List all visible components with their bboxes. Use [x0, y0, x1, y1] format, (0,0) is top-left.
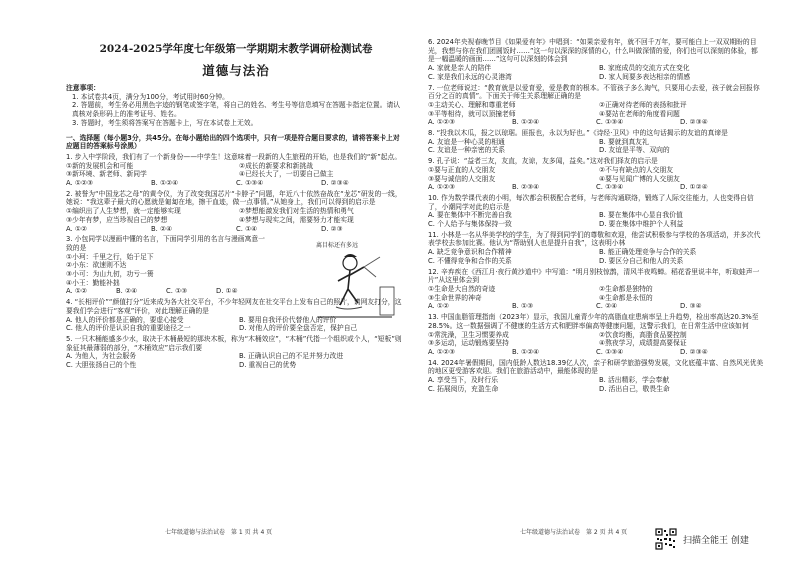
choice: B. 要用自我评价代替他人的评价: [239, 315, 337, 324]
choice: A. 家就是亲人的陪伴: [428, 64, 492, 73]
choice: C. 拓展阅历，充盈生命: [428, 384, 499, 393]
choice: D. 要在集体中维护个人利益: [599, 220, 684, 229]
question-stem: 7. 一位老师说过：“教育就是以爱育爱，爱是教育的根本。不管孩子多么淘气，只要用心去爱，孩子就会回报你百分之百的真情”。下面关于师生关系理解正确的是: [428, 83, 760, 101]
statement: ③少年有梦，应当珍视自己的梦想: [66, 215, 168, 224]
notice-item: 2. 答题前，考生务必用黑色字迹的钢笔或签字笔，将自己的姓名、考生号等信息填写在答题卡指定位置。请认真核对条形码上的准考证号、姓名。: [72, 101, 401, 119]
question: [428, 359, 764, 394]
answer-choices: [428, 118, 764, 127]
question-stem: 14. 2024年暑假期间，国内低龄人数达18.39亿人次，亲子和研学旅游强势发展，文化底蕴丰富、自然风光优美的地区更受游客欢迎。我们在旅游活动中，最能体现的是: [428, 358, 764, 376]
choice: D. ②③④: [680, 347, 708, 356]
choice: A. 友谊是一种心灵的相通: [428, 137, 505, 146]
question: [428, 157, 764, 192]
choice: C. ①③④: [596, 347, 624, 356]
answer-choices: [428, 211, 764, 228]
choice: C. 家是我们永远的心灵港湾: [428, 72, 512, 81]
choice: B. ①②④: [151, 179, 179, 188]
choice: A. 享受当下，及时行乐: [428, 376, 499, 385]
page-footer-left: 七年级道德与法治试卷 第 1 页 共 4 页: [165, 529, 273, 536]
statement: ④小王：勤能补拙: [66, 278, 120, 287]
statement: ②梦想能激发我们对生活的热情和勇气: [239, 207, 354, 216]
choice: C. 大胆张扬自己的个性: [66, 361, 137, 370]
statement: ①主动关心、理解和尊重老师: [428, 100, 516, 109]
choice: D. ②③④: [321, 179, 349, 188]
statement: ③新环境、新老师、新同学: [66, 170, 147, 179]
section-heading: 一、选择题（每小题3分，共45分。在每小题给出的四个选项中，只有一项是符合题目要求的，请将答案卡上对应题目的答案标号涂黑）: [66, 133, 400, 151]
answer-choices: [428, 348, 764, 357]
choice: A. 要在集体中不断完善自我: [428, 211, 512, 220]
choice: B. ②③④: [512, 183, 540, 192]
statement: ④已经长大了，一切要自己做主: [239, 170, 334, 179]
statement: ②成长的新要求和新挑战: [239, 161, 314, 170]
statement: ②不与有缺点的人交朋友: [599, 165, 674, 174]
choice: A. ①②: [66, 224, 88, 233]
statement: ①要与正直的人交朋友: [428, 165, 496, 174]
statement: ②正确对待老师的表扬和批评: [599, 100, 687, 109]
question: [66, 235, 406, 296]
choice: A. 缺乏竞争意识和合作精神: [428, 248, 512, 257]
answer-choices: [428, 376, 764, 393]
answer-choices: [66, 287, 266, 296]
choice: A. ①②③: [428, 347, 456, 356]
cartoon-sketch: [310, 237, 400, 323]
question: [428, 194, 764, 229]
choice: B. ①②④: [512, 118, 540, 127]
choice: D. ①④: [216, 287, 238, 296]
choice: B. 能正确处理竞争与合作的关系: [599, 248, 697, 257]
question-stem: 1. 步入中学阶段，我们有了一个新身份——中学生！这意味着一段新的人生旅程的开始，也是我们的“新”起点。: [66, 152, 402, 161]
choice: D. 活出自己，敬畏生命: [599, 384, 670, 393]
choice: D. 对他人的评价要全盘否定，保护自己: [239, 324, 358, 333]
statement: ②小东：欲速则不达: [66, 261, 127, 270]
choice: B. 活出精彩，学会奉献: [599, 376, 670, 385]
question-stem: 11. 小林是一名从华美学校的学生，为了得到同学们的尊敬和欢迎，他尝试积极参与学校的各项活动，并多次代表学校去参加比赛。他认为“帮助别人也是提升自我”，这表明小林: [428, 230, 761, 248]
statement: ①小珂：千里之行，始于足下: [66, 252, 154, 261]
statement-list: [66, 253, 266, 288]
statement: ①新的发展机会和可能: [66, 161, 134, 170]
choice: B. ①②④: [512, 347, 540, 356]
choice: A. ①②: [428, 302, 450, 311]
statement: ②生命都是独特的: [599, 284, 653, 293]
answer-choices: [428, 302, 764, 311]
statement-options: [428, 166, 764, 183]
statement: ③平等相待，就可以顶撞老师: [428, 109, 516, 118]
question: [66, 335, 406, 370]
statement: ④熬夜学习，成绩提高要保证: [599, 339, 687, 348]
question-stem: 8. “投我以木瓜，报之以琼琚。匪报也，永以为好也。”《诗经·卫风》中的这句话揭示的友谊的真谛是: [428, 129, 728, 138]
answer-choices: [428, 183, 764, 192]
choice: D. ①②④: [680, 183, 708, 192]
sketch-caption: 离目标还有多远: [316, 242, 359, 250]
choice: C. 不懂得竞争和合作的关系: [428, 256, 512, 265]
choice: C. ①③④: [596, 118, 624, 127]
choice: C. ①③④: [236, 179, 264, 188]
statement: ③生命世界的神奇: [428, 293, 482, 302]
choice: B. 要就到真友礼: [599, 137, 649, 146]
question: [66, 153, 406, 188]
statement: ③小可：为山九仞，功亏一篑: [66, 270, 154, 279]
choice: C. 他人的评价是认识自我的重要途径之一: [66, 324, 191, 333]
question-stem: 6. 2024年央视春晚节目《如果爱有年》中唱到：“如果亲爱有年，就不回千万年，要可能白上一双双期盼的目光，我想与你在我们团圆饭时……”这一句以深深的深情的心，什么叫做深情的爱，你们也可以深刻的体验，都是一幅温暖的画面……”这句可以深刻的体会到: [428, 38, 758, 64]
question: [66, 190, 406, 234]
choice: B. 家庭成员的交流方式在变化: [599, 64, 690, 73]
choice: D. 友谊是平等、双向的: [599, 146, 670, 155]
choice: A. ①②③: [428, 183, 456, 192]
choice: D. ③④: [680, 302, 702, 311]
question-stem: 2. 被誉为“中国龙芯之母”的黄令仪，为了改变我国芯片“卡脖子”问题，年近八十依然奋战在“龙芯”研发的一线，她说：“我这辈子最大的心愿就是匍匐在地，擦干血迹，做一点事情。”从她身上，我们可以得到的启示是: [66, 189, 402, 207]
left-column: [66, 36, 406, 524]
question-stem: 3. 小包同学以漫画中懂的名言，下面同学引用的名言与漫画寓意一致的是: [66, 235, 265, 252]
answer-choices: [66, 352, 406, 369]
answer-choices: [428, 248, 764, 265]
statement-options: [428, 331, 764, 348]
answer-choices: [428, 138, 764, 155]
statement: ④要站在老师的角度看问题: [599, 109, 680, 118]
choice: C. ①③④: [596, 183, 624, 192]
choice: C. ①④: [236, 224, 258, 233]
choice: B. ①③: [512, 302, 534, 311]
choice: B. 要在集体中心显自我价值: [599, 211, 683, 220]
right-column: [428, 36, 764, 524]
statement-options: [428, 101, 764, 118]
choice: B. ②④: [116, 287, 138, 296]
statement: ④生命都是永恒的: [599, 293, 653, 302]
question: [428, 84, 764, 128]
statement: ①常洗澡，卫生习惯要养成: [428, 330, 509, 339]
choice: D. 要区分自己和他人的关系: [599, 256, 684, 265]
choice: D. 重视自己的优势: [239, 361, 297, 370]
statement: ③要与诚信的人交朋友: [428, 174, 496, 183]
choice: B. 正确认识自己的不足并努力改进: [239, 352, 344, 361]
choice: D. 家人间要多表达相亲的情感: [599, 72, 691, 81]
page-footer-right: 七年级道德与法治试卷 第 2 页 共 4 页: [520, 529, 628, 536]
statement-options: [66, 207, 406, 224]
choice: C. ②④: [596, 302, 618, 311]
answer-choices: [66, 179, 406, 188]
qr-code-icon: [655, 528, 677, 550]
question-stem: 12. 辛弃疾在《西江月·夜行黄沙道中》中写道：“明月别枝惊鹊，清风半夜鸣蝉。稻花香里说丰年，听取蛙声一片”从这里体会到: [428, 267, 760, 285]
question: [428, 268, 764, 312]
question: [428, 38, 764, 82]
answer-choices: [66, 225, 406, 234]
scanner-badge: [655, 528, 749, 550]
statement: ②饮食均衡，高脂食品要控制: [599, 330, 687, 339]
notice-heading: 注意事项：: [66, 84, 100, 92]
choice: A. ①②③: [66, 179, 94, 188]
statement-options: [66, 162, 406, 179]
choice: C. 个人给予与集体保持一致: [428, 220, 512, 229]
scanner-label: 扫描全能王 创建: [683, 535, 749, 546]
choice: A. ①②③: [428, 118, 456, 127]
choice: D. ②③: [321, 224, 343, 233]
statement-options: [428, 285, 764, 302]
choice: A. ①②: [66, 287, 88, 296]
statement: ④梦想与现实之间，需要努力才能实现: [239, 215, 354, 224]
answer-choices: [428, 64, 764, 81]
question-stem: 5. 一只木桶能盛多少水，取决于木桶最短的那块木板，称为“木桶效应”，“木桶”代指一个组织或个人，“短板”则象征其最薄弱的部分，“木桶效应”启示我们要: [66, 334, 402, 352]
choice: A. 他人的评价都是正确的，要虚心接受: [66, 315, 184, 324]
statement: ①生命是大自然的奇迹: [428, 284, 496, 293]
notice-item: 1. 本试卷共4页，满分为100分，考试用时60分钟。: [72, 92, 229, 101]
exam-title: 2024-2025学年度七年级第一学期期末教学调研检测试卷: [99, 43, 373, 55]
question: [428, 231, 764, 266]
question: [428, 129, 764, 155]
statement: ④要与见闻广博的人交朋友: [599, 174, 680, 183]
question-stem: 13. 中国血脂管理指南（2023年）显示，我国儿童青少年的高脂血症患病率呈上升趋势，检出率高达20.3%至28.5%。这一数据强调了不健康的生活方式和肥胖率偏高等健康问题，这警示我们，在日常生活中应该如何: [428, 313, 759, 330]
question: [428, 313, 764, 357]
notice-item: 3. 答题时，考生须将答案写在答题卡上，写在本试卷上无效。: [72, 118, 258, 127]
notice-items: [66, 93, 406, 128]
choice: C. 友谊是一种亲密的关系: [428, 146, 506, 155]
choice: D. ②③④: [680, 118, 708, 127]
statement: ③多运动，运动锻炼要坚持: [428, 339, 509, 348]
question-stem: 9. 孔子说：“益者三友，友直，友谅，友多闻，益矣。”这对我们择友的启示是: [428, 157, 658, 166]
question-stem: 10. 作为数学课代表的小明，每次都会积极配合老师，与老师沟通联络，锻炼了人际交往能力，人也变得自信了，小潮同学对此的启示是: [428, 193, 754, 211]
choice: A. 为他人，为社会服务: [66, 352, 137, 361]
choice: C. ①③: [166, 287, 188, 296]
choice: B. ②④: [151, 224, 173, 233]
question-stem: 4. “长相评价”“颜值打分”近来成为各大社交平台，不少年轻网友在社交平台上发布自己的照片，请网友打分，这要我们学会进行“客观”评价，对此理解正确的是: [66, 298, 402, 315]
statement: ①编织出了人生梦想，就一定能够实现: [66, 207, 181, 216]
subject-title: 道德与法治: [202, 63, 270, 78]
